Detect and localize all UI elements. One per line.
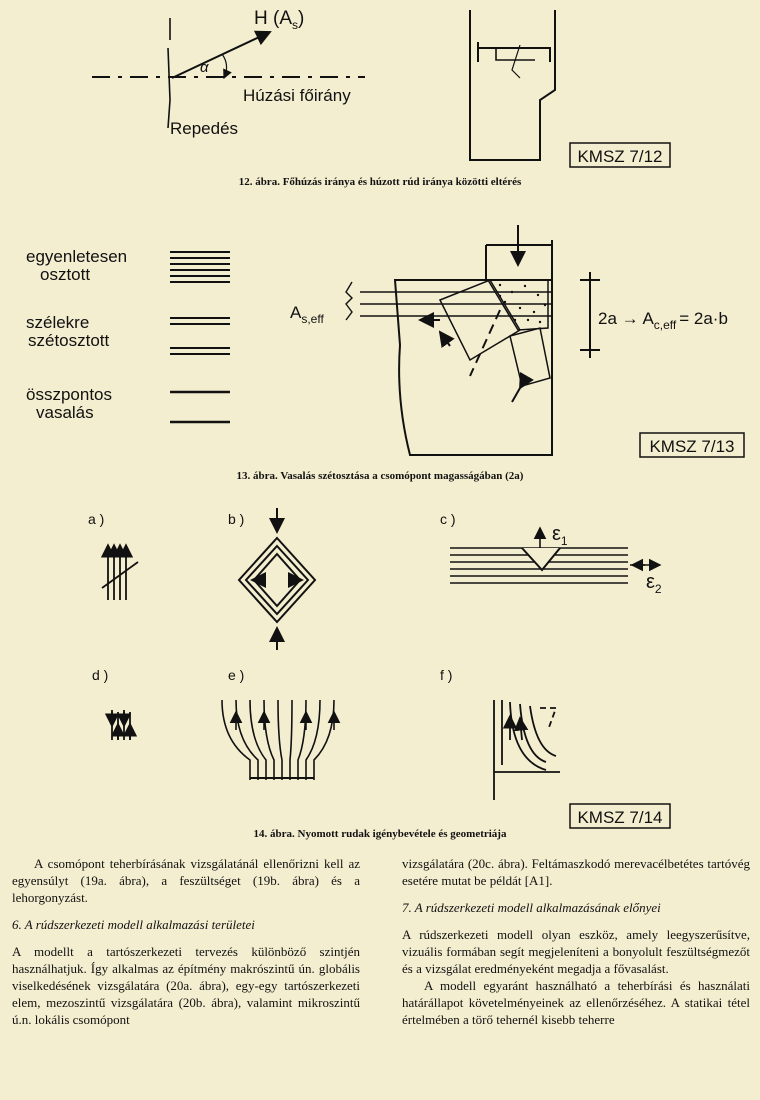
right-column <box>402 855 750 1028</box>
label-d: d ) <box>92 667 109 683</box>
right-paragraph-1: vizsgálatára (20c. ábra). Feltámaszkodó merevacélbetétes tartóvég esetére mutat be példát [A1]. <box>402 856 750 888</box>
figure-13-caption: 13. ábra. Vasalás szétosztása a csomópont magasságában (2a) <box>236 470 524 482</box>
crack-label: Repedés <box>170 119 239 138</box>
legend-edges-l2: szétosztott <box>28 331 110 350</box>
figure-13-legend <box>26 247 230 422</box>
legend-concentrated-l1: összpontos <box>26 385 112 404</box>
epsilon-2-label: $\varepsilon_2$ <box>646 571 662 596</box>
legend-concentrated-l2: vasalás <box>36 403 94 422</box>
formula-label: $2a \to A_{c,eff} = 2a\cdot b$ <box>598 309 728 332</box>
epsilon-1-label: $\varepsilon_1$ <box>552 523 568 548</box>
alpha-label: α <box>200 59 209 76</box>
figure-14a <box>102 545 138 600</box>
figure-12-caption: 12. ábra. Főhúzás iránya és húzott rúd iránya közötti eltérés <box>238 176 522 188</box>
force-label: H $(A_s)$ <box>254 8 305 32</box>
legend-edges-l1: szélekre <box>26 313 90 332</box>
as-eff-label: $A_{s,eff}$ <box>290 303 324 326</box>
figure-13-ref: KMSZ 7/13 <box>649 437 735 456</box>
label-b: b ) <box>228 511 245 527</box>
figure-12-ref: KMSZ 7/12 <box>577 147 663 166</box>
figure-12-crack-diagram <box>92 18 365 128</box>
label-a: a ) <box>88 511 105 527</box>
figure-14-caption: 14. ábra. Nyomott rudak igénybevétele és geometriája <box>253 828 507 840</box>
figure-13-node-diagram <box>346 225 600 455</box>
right-paragraph-3: A modell egyaránt használható a teherbírási és használati határállapot követelményeinek az ellenőrzéséhez. A statikai tétel értelmében a törő tehernél kisebb teherre <box>402 978 750 1027</box>
figure-14b <box>239 508 315 650</box>
figure-12-beam-end <box>470 10 555 160</box>
right-paragraph-2: A rúdszerkezeti modell olyan eszköz, amely leegyszerűsítve, vizuális formában segít megjeleníteni a bonyolult feszültségmezőt és a vizsgálat eredményeként megadja a fővasalást. <box>402 927 750 976</box>
figure-14-ref: KMSZ 7/14 <box>577 808 663 827</box>
label-e: e ) <box>228 667 245 683</box>
left-paragraph-2: A modellt a tartószerkezeti tervezés különböző szintjén használhatjuk. Így alkalmas az építmény makrószintű ún. globális viselkedésének vizsgálatára (20a. ábra), egy-egy tartószerkezeti elem, mezoszintű vizsgálatára (20b. ábra), valamint mikroszintű ú.n. lokális csomópont <box>12 944 360 1027</box>
legend-uniform-l2: osztott <box>40 265 91 284</box>
section-6-heading: 6. A rúdszerkezeti modell alkalmazási területei <box>12 917 255 932</box>
section-7-heading: 7. A rúdszerkezeti modell alkalmazásának előnyei <box>402 900 661 915</box>
figure-14f <box>494 700 560 800</box>
figure-14d <box>112 710 130 740</box>
legend-uniform-l1: egyenletesen <box>26 247 128 266</box>
left-column <box>12 855 360 1028</box>
left-paragraph-1: A csomópont teherbírásának vizsgálatánál ellenőrizni kell az egyensúlyt (19a. ábra), a feszültséget (19b. ábra) és a lehorgonyzást. <box>12 856 360 905</box>
label-c: c ) <box>440 511 456 527</box>
figure-14e <box>222 700 334 780</box>
label-f: f ) <box>440 667 453 683</box>
tension-direction-label: Húzási főirány <box>243 86 351 105</box>
